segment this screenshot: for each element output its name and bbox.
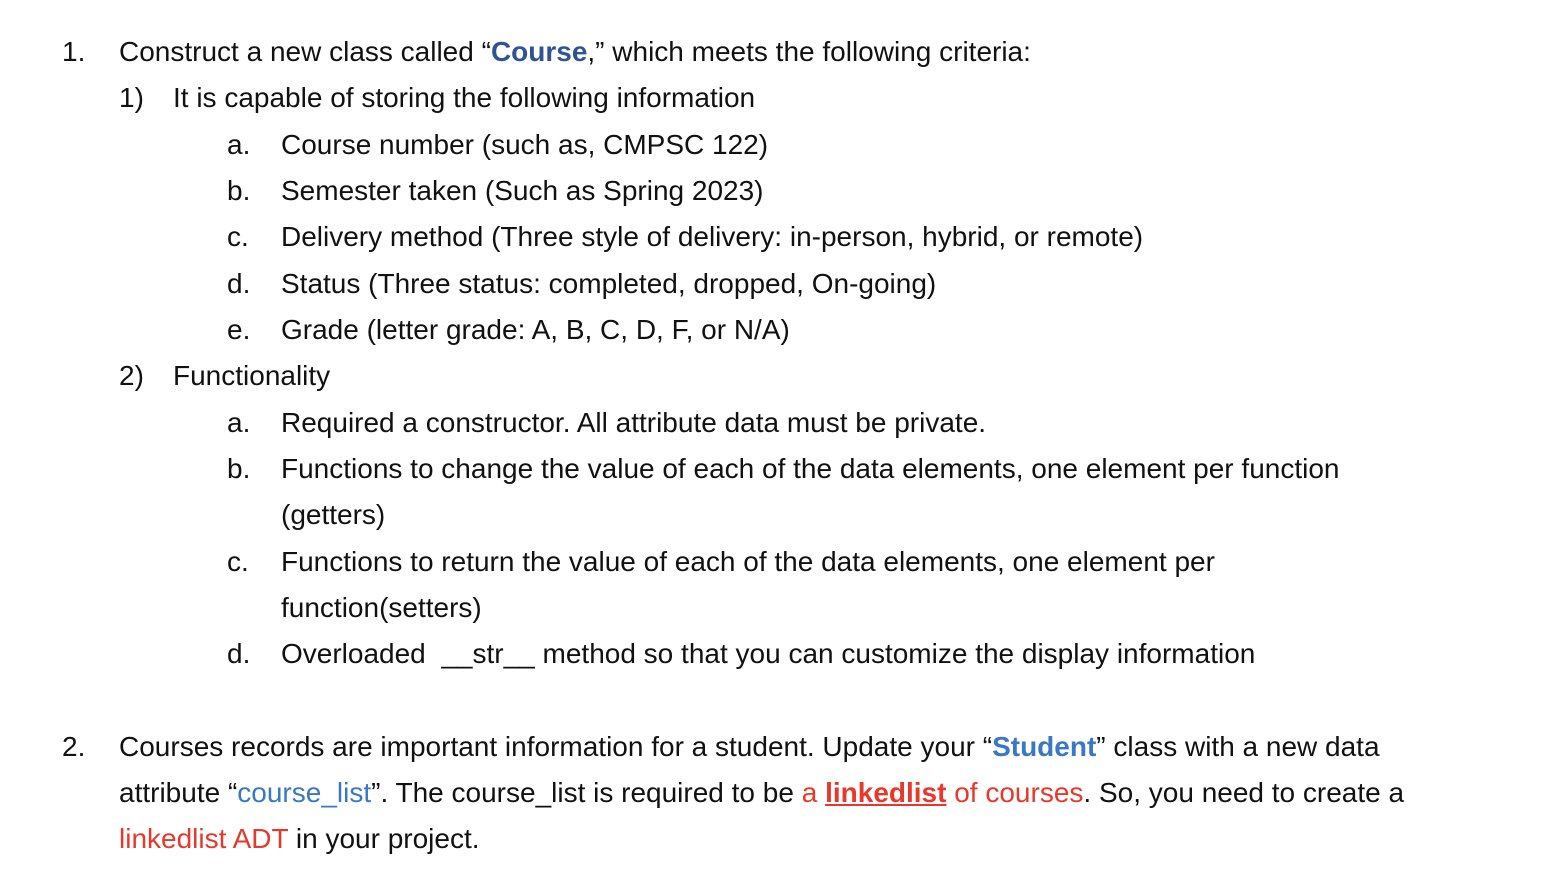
item-letter: b. [227,453,251,484]
question-2-text [119,821,480,857]
highlight-text-a: a [801,777,826,808]
item-letter: c. [227,221,249,252]
highlight-text-of-courses: of courses [946,777,1084,808]
question-2-text-e: . So, you need to create a [1083,777,1405,808]
item-text: Grade (letter grade: A, B, C, D, F, or N/A) [281,314,790,345]
item-letter: b. [227,175,251,206]
class-name-course: Course [490,36,588,67]
item-letter: c. [227,546,249,577]
item-text: Functions to return the value of each of the data elements, one element per [281,546,1215,577]
question-2-text-c: attribute “ [119,777,238,808]
question-2-number: 2. [62,731,86,762]
item-text: Delivery method (Three style of delivery: in-person, hybrid, or remote) [281,221,1144,252]
item-text: function(setters) [281,592,482,623]
question-1-number: 1. [62,36,86,67]
question-1-text [119,34,1031,70]
item-letter: a. [227,129,251,160]
subsection-2-number: 2) [119,360,144,391]
subsection-1-title: It is capable of storing the following information [173,82,756,113]
question-2-text-a: Courses records are important information for a student. Update your “ [119,731,993,762]
question-2-text-d: ”. The course_list is required to be [371,777,802,808]
item-text-b: method so that you can customize the display information [534,638,1256,669]
item-text-a: Overloaded [281,638,434,669]
item-letter: a. [227,407,251,438]
item-text: Status (Three status: completed, dropped, On-going) [281,268,937,299]
attribute-course-list: course_list [237,777,372,808]
question-1-text-a: Construct a new class called “ [119,36,491,67]
item-text [281,636,1255,672]
question-2-text [119,775,1404,811]
item-letter: d. [227,638,251,669]
item-text: (getters) [281,499,386,530]
linkedlist-adt-text: linkedlist ADT [119,823,289,854]
subsection-2-title: Functionality [173,360,331,391]
str-method-name: __str__ [441,638,535,669]
question-2-text [119,729,1380,765]
question-2-text-b: ” class with a new data [1096,731,1380,762]
item-text: Course number (such as, CMPSC 122) [281,129,769,160]
item-letter: d. [227,268,251,299]
linkedlist-keyword: linkedlist [825,777,947,808]
question-2-text-f: in your project. [288,823,480,854]
subsection-1-number: 1) [119,82,144,113]
item-text: Semester taken (Such as Spring 2023) [281,175,764,206]
item-text: Required a constructor. All attribute data must be private. [281,407,987,438]
class-name-student: Student [992,731,1097,762]
item-text: Functions to change the value of each of the data elements, one element per function [281,453,1340,484]
question-1-text-b: ,” which meets the following criteria: [587,36,1031,67]
item-letter: e. [227,314,251,345]
